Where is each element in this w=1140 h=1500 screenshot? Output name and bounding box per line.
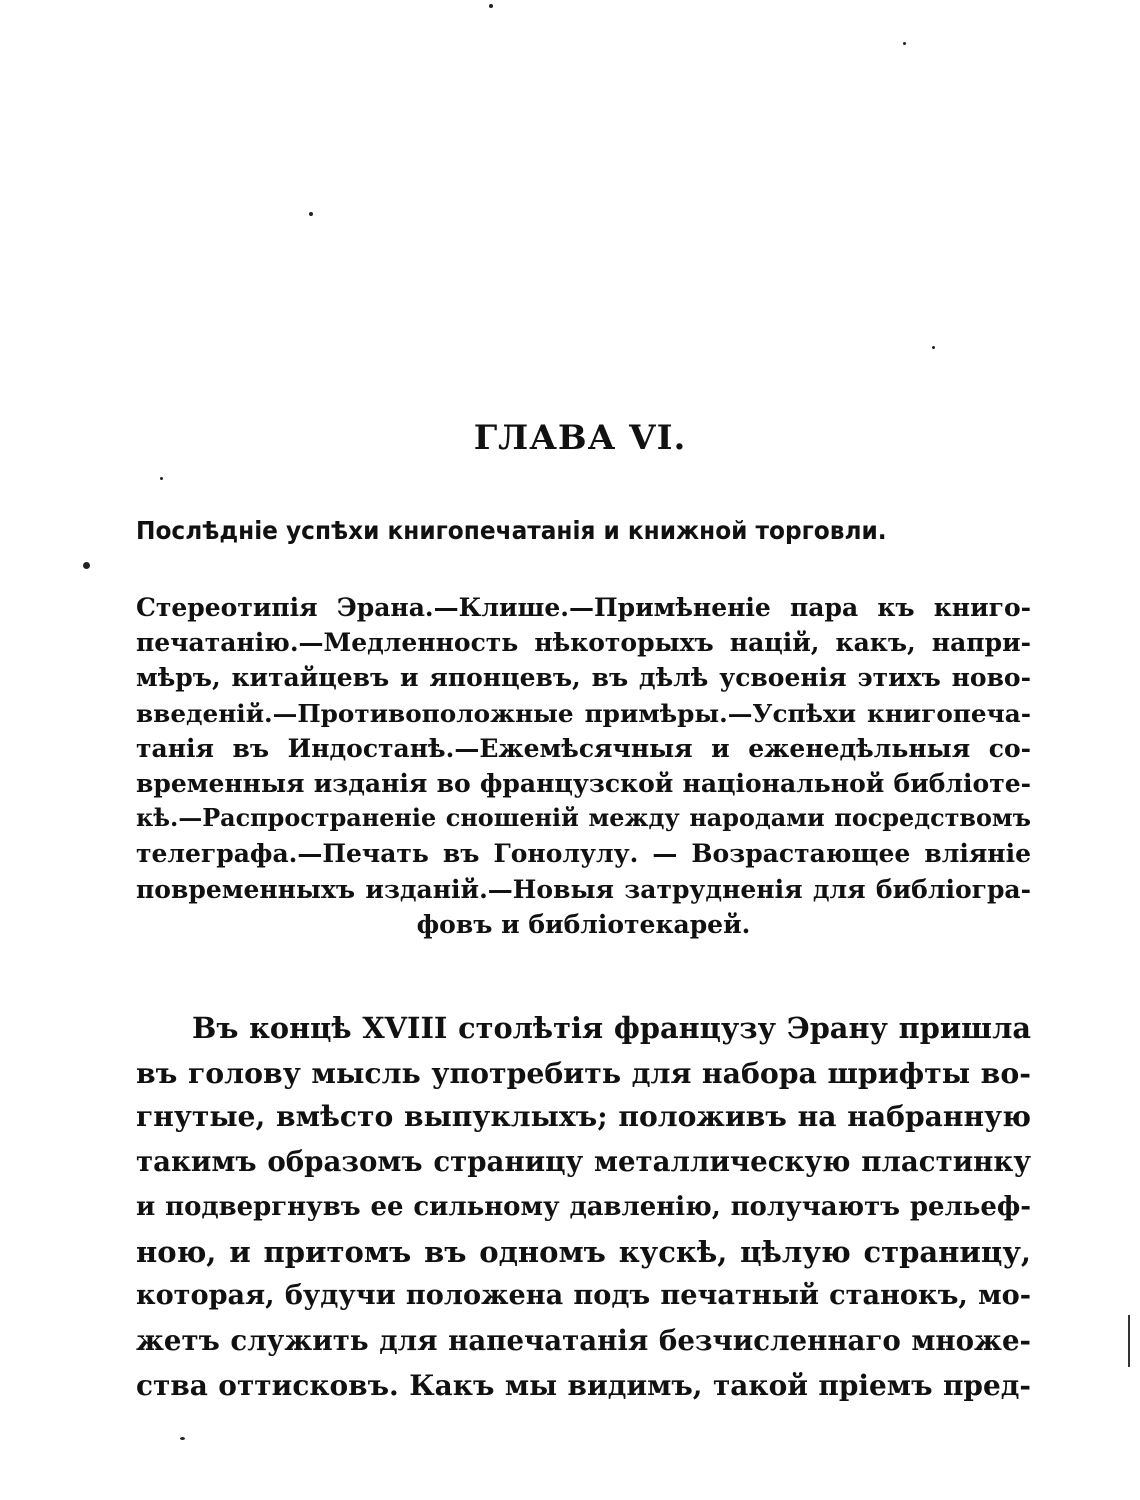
summary-line: повременныхъ изданій.—Новыя затрудненія для библіогра-	[136, 874, 1031, 904]
body-line: гнутые, вмѣсто выпуклыхъ; положивъ на набранную	[136, 1100, 1031, 1134]
print-speck	[932, 346, 935, 349]
chapter-summary	[136, 590, 1031, 942]
summary-line: введеній.—Противоположные примѣры.—Успѣхи книгопеча-	[136, 698, 1031, 728]
print-speck	[309, 212, 313, 216]
body-paragraph	[136, 1006, 1031, 1408]
body-line: которая, будучи положена подъ печатный станокъ, мо-	[136, 1280, 1031, 1312]
summary-line: кѣ.—Распространеніе сношеній между народами посредствомъ	[136, 804, 1031, 833]
summary-line: Стереотипія Эрана.—Клише.—Примѣненіе пара къ книго-	[136, 593, 1031, 622]
summary-line: фовъ и библіотекарей.	[416, 909, 751, 939]
summary-line: временныя изданія во французской національной библіоте-	[136, 769, 1031, 799]
body-line: ства оттисковъ. Какъ мы видимъ, такой пріемъ пред-	[136, 1368, 1031, 1402]
chapter-title: ГЛАВА VI.	[473, 418, 687, 458]
body-line: въ голову мысль употребить для набора шрифты во-	[136, 1055, 1031, 1090]
summary-line: печатанію.—Медленность нѣкоторыхъ націй, какъ, напри-	[136, 628, 1031, 658]
body-line: жетъ служить для напечатанія безчисленнаго множе-	[136, 1323, 1031, 1357]
page-edge-line	[1128, 1315, 1130, 1367]
print-speck	[160, 477, 163, 480]
summary-line: мѣръ, китайцевъ и японцевъ, въ дѣлѣ усвоенія этихъ ново-	[136, 663, 1031, 693]
summary-line: телеграфа.—Печать въ Гонолулу. — Возрастающее вліяніе	[136, 839, 1031, 869]
print-speck	[83, 562, 90, 569]
body-line: и подвергнувъ ее сильному давленію, получаютъ рельеф-	[136, 1191, 1031, 1222]
body-line: такимъ образомъ страницу металлическую пластинку	[136, 1145, 1031, 1179]
chapter-subtitle: Послѣдніе успѣхи книгопечатанія и книжной торговли.	[136, 516, 887, 545]
body-line: Въ концѣ XVIII столѣтія французу Эрану пришла	[192, 1011, 1031, 1045]
summary-line: танія въ Индостанѣ.—Ежемѣсячныя и еженедѣльныя со-	[136, 733, 1031, 763]
print-speck	[489, 4, 493, 8]
body-line: ною, и притомъ въ одномъ кускѣ, цѣлую страницу,	[136, 1234, 1031, 1269]
print-speck	[180, 1437, 185, 1440]
print-speck	[903, 42, 906, 45]
